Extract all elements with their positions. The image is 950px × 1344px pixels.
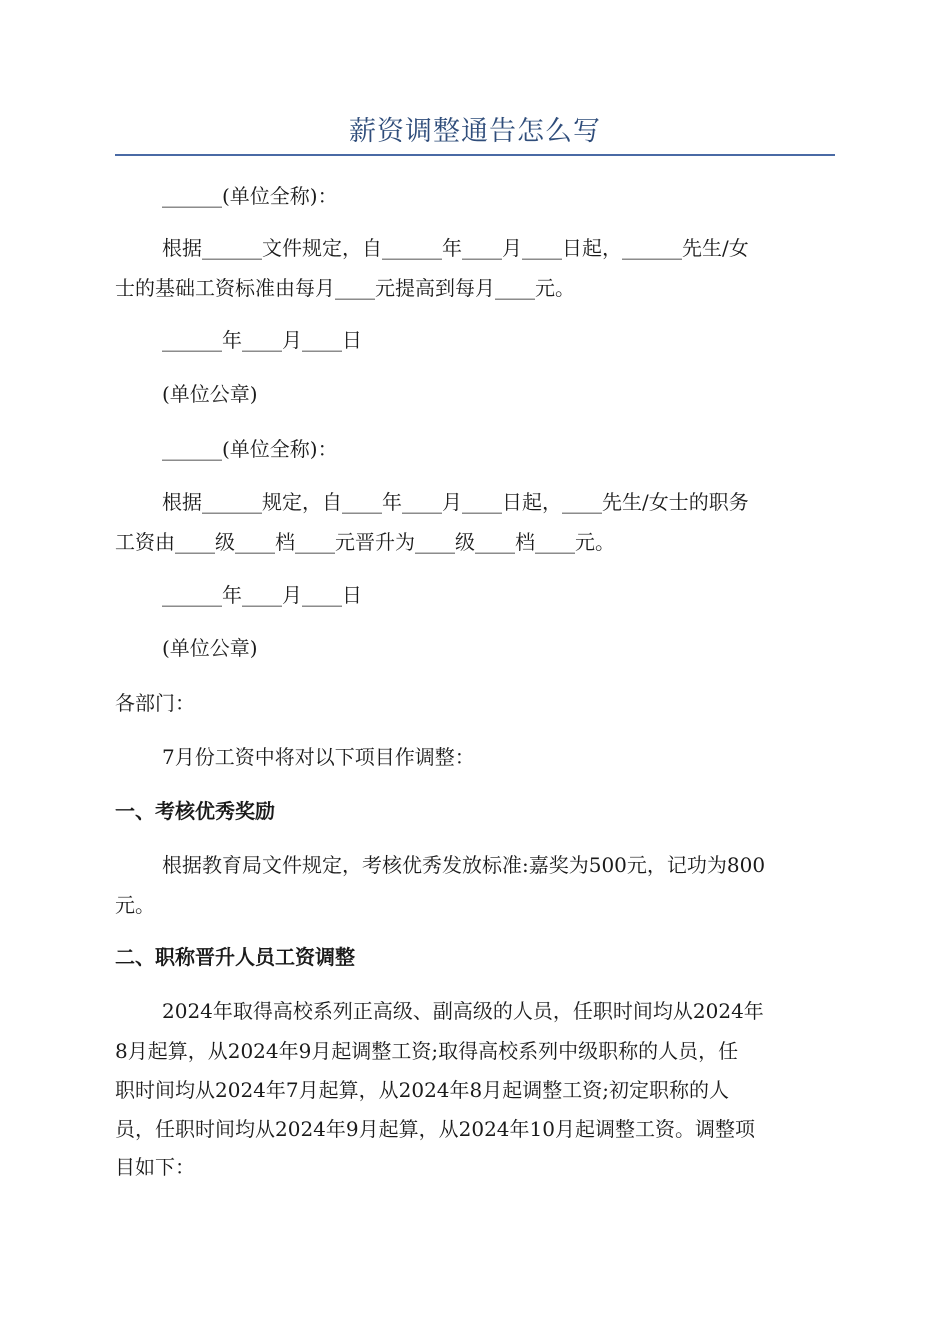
notice1-date: ______年____月____日 xyxy=(162,328,362,352)
section2-heading: 二、职称晋升人员工资调整 xyxy=(115,945,355,969)
document-title: 薪资调整通告怎么写 xyxy=(349,116,601,147)
section1-line1: 根据教育局文件规定，考核优秀发放标准:嘉奖为500元，记功为800 xyxy=(162,853,766,877)
section2-line4: 员，任职时间均从2024年9月起算，从2024年10月起调整工资。调整项 xyxy=(115,1117,755,1141)
section2-line2: 8月起算，从2024年9月起调整工资;取得高校系列中级职称的人员，任 xyxy=(115,1039,739,1063)
notice2-seal: (单位公章) xyxy=(162,636,258,660)
notice1-seal: (单位公章) xyxy=(162,382,258,406)
title-underline xyxy=(115,154,835,156)
notice1-body-line2: 士的基础工资标准由每月____元提高到每月____元。 xyxy=(115,276,575,300)
notice2-body-line2: 工资由____级____档____元晋升为____级____档____元。 xyxy=(115,530,615,554)
notice1-addressee: ______(单位全称)： xyxy=(162,184,338,208)
notice2-body-line1: 根据______规定，自____年____月____日起，____先生/女士的职务 xyxy=(162,490,749,514)
section1-line2: 元。 xyxy=(115,893,155,917)
notice2-addressee: ______(单位全称)： xyxy=(162,437,338,461)
section2-line3: 职时间均从2024年7月起算，从2024年8月起调整工资;初定职称的人 xyxy=(115,1078,729,1102)
notice3-intro: 7月份工资中将对以下项目作调整： xyxy=(162,745,475,769)
notice1-body-line1: 根据______文件规定，自______年____月____日起，______先生/女 xyxy=(162,236,749,260)
section2-line1: 2024年取得高校系列正高级、副高级的人员，任职时间均从2024年 xyxy=(162,999,764,1023)
section1-heading: 一、考核优秀奖励 xyxy=(115,799,275,823)
notice2-date: ______年____月____日 xyxy=(162,583,362,607)
notice3-greeting: 各部门： xyxy=(115,691,195,715)
section2-line5: 目如下： xyxy=(115,1155,195,1179)
